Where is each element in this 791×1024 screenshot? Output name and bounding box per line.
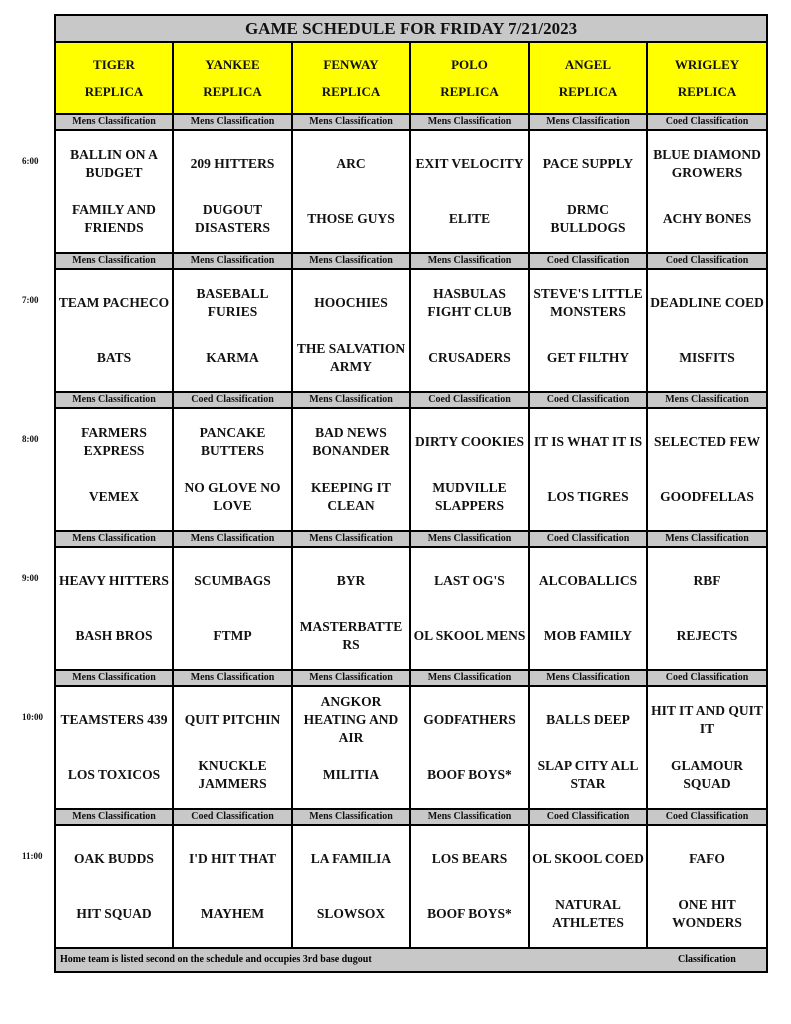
classification-label: Coed Classification (410, 392, 529, 408)
game-row (55, 686, 767, 809)
classification-label: Mens Classification (292, 114, 410, 130)
game-row (55, 130, 767, 253)
game-cell (529, 408, 647, 531)
away-team: OAK BUDDS (74, 851, 154, 866)
game-row (55, 408, 767, 531)
home-team: THOSE GUYS (307, 211, 395, 226)
classification-label: Mens Classification (173, 114, 292, 130)
footer (55, 948, 767, 972)
away-team: FAFO (689, 851, 725, 866)
footer-classification: Classification (678, 954, 736, 965)
away-team: BYR (336, 573, 366, 588)
classification-label: Mens Classification (410, 253, 529, 269)
away-team: LAST OG'S (434, 573, 505, 588)
classification-label: Coed Classification (173, 392, 292, 408)
classification-label: Mens Classification (55, 670, 173, 686)
game-cell (410, 686, 529, 809)
home-team: MOB FAMILY (543, 628, 633, 643)
game-cell (292, 269, 410, 392)
field-sub: REPLICA (203, 84, 262, 99)
classification-label: Mens Classification (173, 670, 292, 686)
game-cell (173, 269, 292, 392)
home-team: CRUSADERS (428, 350, 511, 365)
game-cell (647, 408, 767, 531)
field-header (292, 42, 410, 114)
game-cell (647, 547, 767, 670)
game-row (55, 269, 767, 392)
field-name: WRIGLEY (674, 57, 740, 72)
away-team: BASEBALL FURIES (196, 286, 269, 319)
home-team: BASH BROS (75, 628, 153, 643)
time-slot-label: 10:00 (22, 712, 43, 722)
footer-row (55, 948, 767, 972)
field-header (55, 42, 173, 114)
away-team: STEVE'S LITTLE MONSTERS (533, 286, 643, 319)
away-team: DEADLINE COED (650, 295, 764, 310)
away-team: HEAVY HITTERS (59, 573, 169, 588)
away-team: TEAMSTERS 439 (60, 712, 168, 727)
classification-label: Mens Classification (529, 670, 647, 686)
away-team: RBF (693, 573, 721, 588)
game-row (55, 825, 767, 948)
game-cell (55, 686, 173, 809)
field-name: TIGER (93, 57, 135, 72)
game-cell (529, 269, 647, 392)
classification-row (55, 253, 767, 269)
classification-label: Mens Classification (292, 531, 410, 547)
home-team: LOS TIGRES (547, 489, 629, 504)
game-cell (647, 825, 767, 948)
game-cell (55, 408, 173, 531)
home-team: DUGOUT DISASTERS (194, 202, 271, 235)
time-slot-label: 7:00 (22, 295, 39, 305)
classification-label: Mens Classification (410, 809, 529, 825)
game-cell (647, 686, 767, 809)
home-team: NO GLOVE NO LOVE (184, 480, 281, 513)
classification-label: Mens Classification (55, 114, 173, 130)
away-team: PANCAKE BUTTERS (199, 425, 266, 458)
away-team: BALLIN ON A BUDGET (70, 147, 158, 180)
game-cell (292, 825, 410, 948)
away-team: DIRTY COOKIES (415, 434, 524, 449)
away-team: TEAM PACHECO (58, 295, 170, 310)
away-team: I'D HIT THAT (188, 851, 277, 866)
field-sub: REPLICA (677, 84, 737, 99)
field-sub: REPLICA (321, 84, 381, 99)
page-title: GAME SCHEDULE FOR FRIDAY 7/21/2023 (55, 15, 767, 42)
classification-label: Mens Classification (173, 531, 292, 547)
classification-label: Coed Classification (647, 114, 767, 130)
game-cell (410, 408, 529, 531)
home-team: MAYHEM (200, 906, 265, 921)
classification-label: Coed Classification (529, 531, 647, 547)
game-cell (173, 825, 292, 948)
classification-row (55, 809, 767, 825)
home-team: BOOF BOYS* (427, 906, 512, 921)
game-cell (647, 269, 767, 392)
classification-label: Coed Classification (529, 253, 647, 269)
home-team: BATS (96, 350, 132, 365)
away-team: BAD NEWS BONANDER (312, 425, 390, 458)
game-cell (529, 547, 647, 670)
game-cell (173, 686, 292, 809)
home-team: REJECTS (676, 628, 738, 643)
home-team: FAMILY AND FRIENDS (72, 202, 156, 235)
game-cell (292, 547, 410, 670)
home-team: FTMP (213, 628, 252, 643)
away-team: PACE SUPPLY (542, 156, 634, 171)
classification-row (55, 670, 767, 686)
away-team: EXIT VELOCITY (415, 156, 524, 171)
classification-label: Coed Classification (647, 809, 767, 825)
away-team: SELECTED FEW (653, 434, 761, 449)
field-name: FENWAY (323, 57, 379, 72)
home-team: NATURAL ATHLETES (552, 897, 624, 930)
away-team: QUIT PITCHIN (184, 712, 281, 727)
time-slot-label: 6:00 (22, 156, 39, 166)
field-header (529, 42, 647, 114)
game-cell (410, 547, 529, 670)
field-header (647, 42, 767, 114)
classification-label: Coed Classification (173, 809, 292, 825)
time-slot-label: 8:00 (22, 434, 39, 444)
home-team: SLOWSOX (316, 906, 386, 921)
classification-label: Mens Classification (292, 809, 410, 825)
classification-label: Mens Classification (647, 531, 767, 547)
home-team: ACHY BONES (662, 211, 752, 226)
game-cell (529, 686, 647, 809)
away-team: GODFATHERS (423, 712, 516, 727)
away-team: OL SKOOL COED (532, 851, 644, 866)
classification-label: Mens Classification (410, 531, 529, 547)
game-cell (292, 408, 410, 531)
home-team: VEMEX (88, 489, 140, 504)
away-team: IT IS WHAT IT IS (533, 434, 643, 449)
classification-label: Mens Classification (647, 392, 767, 408)
home-team: MASTERBATTE RS (299, 619, 403, 652)
home-team: OL SKOOL MENS (413, 628, 526, 643)
field-sub: REPLICA (558, 84, 618, 99)
classification-label: Mens Classification (55, 809, 173, 825)
field-name: ANGEL (564, 57, 612, 72)
away-team: ARC (336, 156, 366, 171)
home-team: MUDVILLE SLAPPERS (432, 480, 507, 513)
classification-label: Coed Classification (647, 670, 767, 686)
game-cell (410, 130, 529, 253)
classification-label: Coed Classification (529, 392, 647, 408)
away-team: FARMERS EXPRESS (81, 425, 147, 458)
game-row (55, 547, 767, 670)
classification-label: Mens Classification (292, 253, 410, 269)
classification-row (55, 531, 767, 547)
classification-row (55, 114, 767, 130)
classification-label: Mens Classification (292, 392, 410, 408)
game-cell (529, 130, 647, 253)
field-header (173, 42, 292, 114)
classification-label: Mens Classification (292, 670, 410, 686)
game-cell (292, 686, 410, 809)
away-team: HASBULAS FIGHT CLUB (427, 286, 512, 319)
game-cell (410, 269, 529, 392)
time-slot-label: 9:00 (22, 573, 39, 583)
home-team: GLAMOUR SQUAD (671, 758, 744, 791)
field-sub: REPLICA (440, 84, 499, 99)
home-team: ELITE (448, 211, 491, 226)
classification-label: Mens Classification (55, 392, 173, 408)
game-cell (173, 130, 292, 253)
home-team: DRMC BULLDOGS (550, 202, 626, 235)
field-sub: REPLICA (84, 84, 144, 99)
field-header (410, 42, 529, 114)
away-team: LA FAMILIA (310, 851, 392, 866)
footer-note: Home team is listed second on the schedule and occupies 3rd base dugout (60, 954, 372, 965)
home-team: GOODFELLAS (660, 489, 754, 504)
classification-label: Mens Classification (410, 670, 529, 686)
home-team: THE SALVATION ARMY (296, 341, 406, 374)
schedule-table (54, 14, 768, 973)
classification-label: Mens Classification (173, 253, 292, 269)
classification-row (55, 392, 767, 408)
game-cell (410, 825, 529, 948)
game-cell (55, 547, 173, 670)
away-team: HOOCHIES (314, 295, 388, 310)
classification-label: Mens Classification (410, 114, 529, 130)
home-team: HIT SQUAD (76, 906, 152, 921)
home-team: KNUCKLE JAMMERS (198, 758, 267, 791)
classification-label: Mens Classification (529, 114, 647, 130)
game-cell (55, 130, 173, 253)
away-team: ALCOBALLICS (538, 573, 638, 588)
game-cell (292, 130, 410, 253)
field-name: YANKEE (205, 57, 260, 72)
field-name: POLO (451, 57, 488, 72)
game-cell (173, 408, 292, 531)
home-team: BOOF BOYS* (427, 767, 512, 782)
classification-label: Coed Classification (529, 809, 647, 825)
home-team: GET FILTHY (546, 350, 630, 365)
classification-label: Coed Classification (647, 253, 767, 269)
away-team: LOS BEARS (431, 851, 508, 866)
game-cell (173, 547, 292, 670)
time-slot-label: 11:00 (22, 851, 43, 861)
home-team: MISFITS (679, 350, 735, 365)
home-team: KEEPING IT CLEAN (311, 480, 391, 513)
away-team: SCUMBAGS (194, 573, 271, 588)
home-team: SLAP CITY ALL STAR (537, 758, 639, 791)
home-team: ONE HIT WONDERS (672, 897, 742, 930)
home-team: MILITIA (322, 767, 380, 782)
away-team: 209 HITTERS (190, 156, 275, 171)
away-team: BLUE DIAMOND GROWERS (653, 147, 761, 180)
away-team: HIT IT AND QUIT IT (651, 703, 763, 736)
away-team: ANGKOR HEATING AND AIR (303, 694, 399, 745)
game-cell (55, 269, 173, 392)
game-cell (55, 825, 173, 948)
game-cell (529, 825, 647, 948)
classification-label: Mens Classification (55, 531, 173, 547)
away-team: BALLS DEEP (546, 712, 630, 727)
home-team: KARMA (206, 350, 259, 365)
game-cell (647, 130, 767, 253)
home-team: LOS TOXICOS (67, 767, 161, 782)
classification-label: Mens Classification (55, 253, 173, 269)
